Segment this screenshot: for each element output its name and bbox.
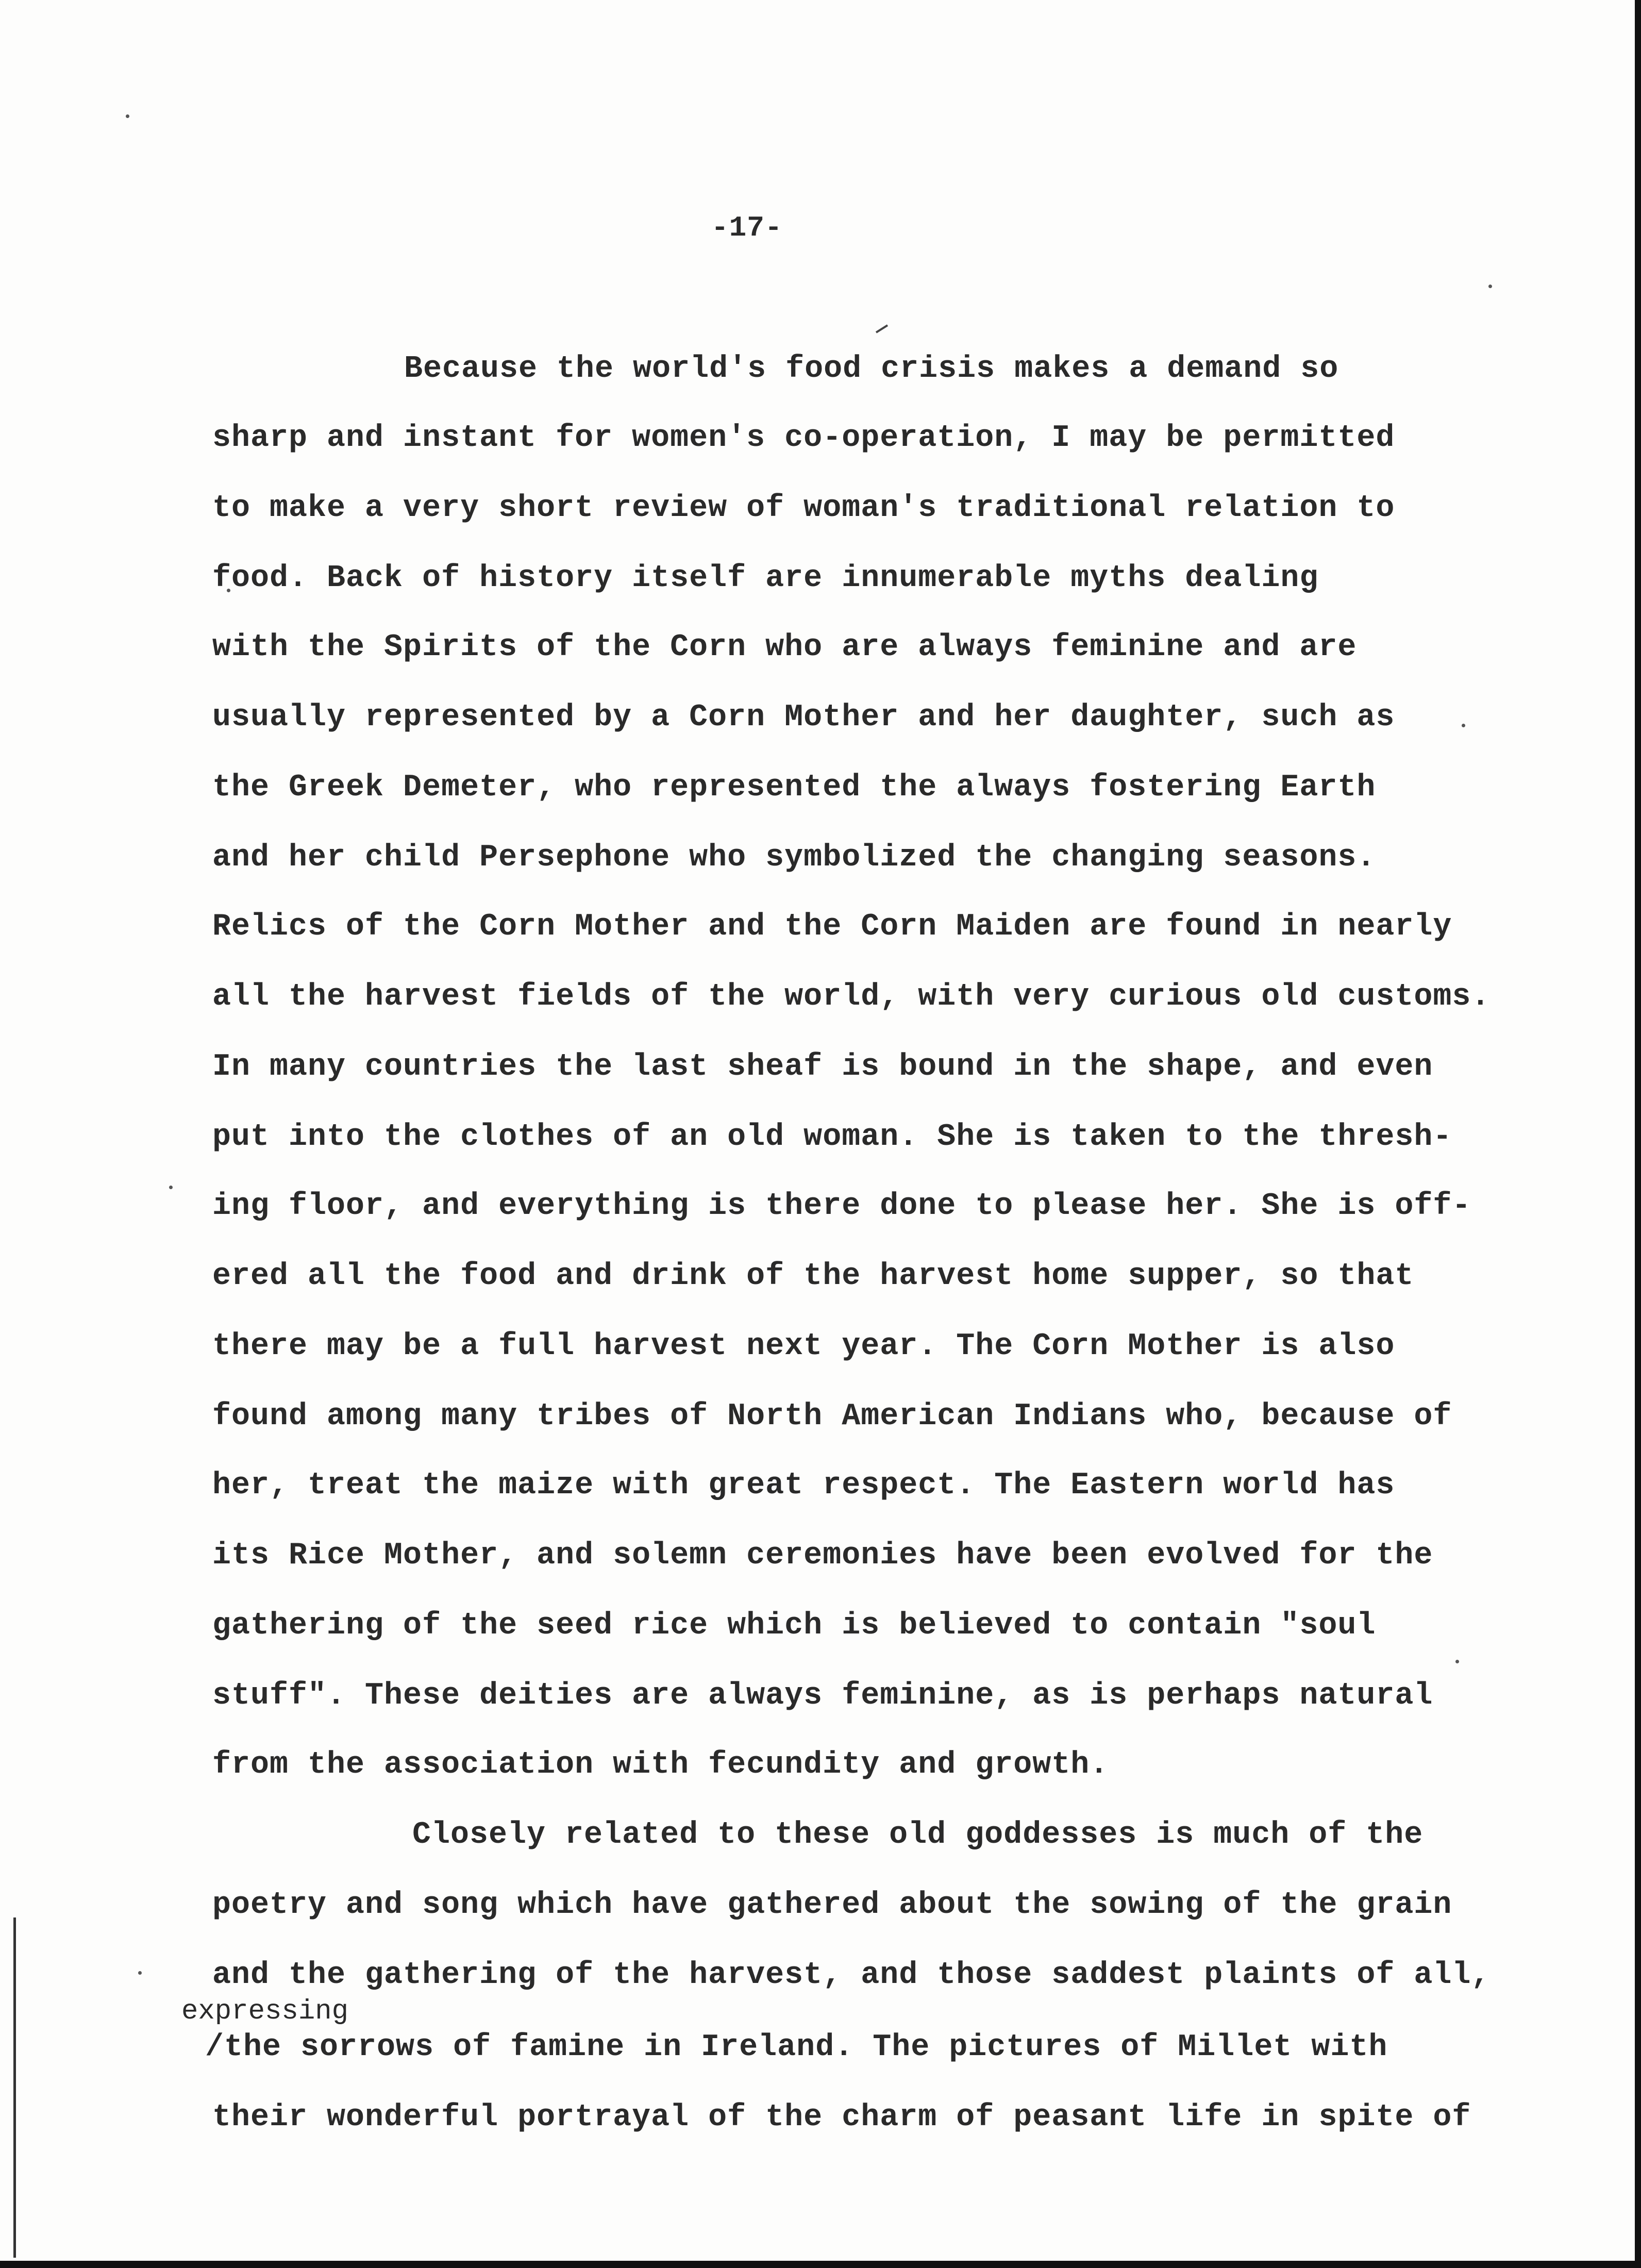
text-line: with the Spirits of the Corn who are always feminine and are: [212, 630, 1357, 665]
text-line: ing floor, and everything is there done to please her. She is off-: [212, 1189, 1471, 1224]
text-line: usually represented by a Corn Mother and her daughter, such as: [212, 700, 1395, 735]
text-line: put into the clothes of an old woman. She is taken to the thresh-: [212, 1120, 1452, 1155]
text-line: to make a very short review of woman's traditional relation to: [212, 491, 1395, 526]
text-line: gathering of the seed rice which is believed to contain "soul: [212, 1608, 1376, 1643]
text-line: In many countries the last sheaf is bound in the shape, and even: [212, 1049, 1433, 1085]
pencil-tick-mark: [876, 324, 888, 333]
handwritten-insertion: expressing: [181, 1996, 349, 2027]
text-line: Closely related to these old goddesses is much of the: [412, 1817, 1424, 1853]
text-line: the Greek Demeter, who represented the always fostering Earth: [212, 770, 1376, 805]
text-line: Because the world's food crisis makes a demand so: [404, 352, 1339, 387]
scan-speck: [1488, 285, 1492, 288]
text-line: her, treat the maize with great respect. The Eastern world has: [212, 1468, 1395, 1503]
text-line: /the sorrows of famine in Ireland. The pictures of Millet with: [205, 2030, 1388, 2065]
text-line: its Rice Mother, and solemn ceremonies have been evolved for the: [212, 1538, 1433, 1573]
text-line: and her child Persephone who symbolized the changing seasons.: [212, 840, 1376, 875]
text-line: all the harvest fields of the world, with very curious old customs.: [212, 979, 1491, 1014]
text-line: sharp and instant for women's co-operation, I may be permitted: [212, 421, 1395, 456]
text-line: from the association with fecundity and growth.: [212, 1747, 1109, 1782]
text-line: found among many tribes of North American Indians who, because of: [212, 1399, 1452, 1434]
scan-speck: [169, 1186, 173, 1189]
text-line: their wonderful portrayal of the charm of peasant life in spite of: [212, 2100, 1471, 2135]
scan-speck: [1455, 1660, 1459, 1663]
scan-speck: [126, 114, 129, 118]
text-line: stuff". These deities are always feminine, as is perhaps natural: [212, 1678, 1433, 1713]
text-line: poetry and song which have gathered about the sowing of the grain: [212, 1888, 1452, 1923]
text-line: Relics of the Corn Mother and the Corn Maiden are found in nearly: [212, 909, 1452, 944]
text-line: and the gathering of the harvest, and those saddest plaints of all,: [212, 1958, 1491, 1993]
scan-edge-bottom: [0, 2261, 1641, 2268]
scan-speck: [138, 1971, 142, 1975]
text-line: ered all the food and drink of the harvest home supper, so that: [212, 1259, 1414, 1294]
scan-edge-left: [13, 1917, 16, 2258]
text-line: food. Back of history itself are innumerable myths dealing: [212, 561, 1319, 596]
scan-speck: [1462, 724, 1465, 727]
page-number: -17-: [711, 211, 783, 244]
scan-edge-right: [1635, 0, 1641, 2268]
text-line: there may be a full harvest next year. The Corn Mother is also: [212, 1329, 1395, 1364]
